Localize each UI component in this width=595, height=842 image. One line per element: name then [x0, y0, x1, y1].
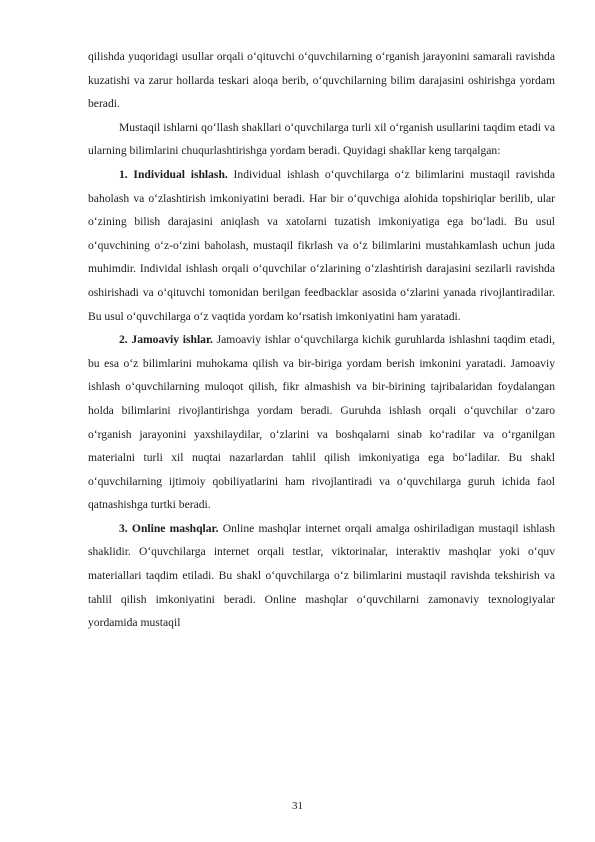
paragraph-text: qilishda yuqoridagi usullar orqali o‘qituvchi o‘quvchilarning o‘rganish jarayonini samarali ravishda kuzatishi va zarur hollarda teskari aloqa berib, o‘quvchilarning bilim darajasini oshirishga yordam beradi.: [88, 50, 555, 111]
paragraph-individual-work: [88, 163, 555, 328]
page-number: 31: [292, 800, 303, 812]
paragraph-team-work: [88, 328, 555, 517]
paragraph-continuation: [88, 45, 555, 116]
paragraph-heading: 1. Individual ishlash.: [119, 167, 228, 181]
paragraph-forms-intro: [88, 116, 555, 163]
page-body: [88, 45, 555, 635]
paragraph-heading: 2. Jamoaviy ishlar.: [119, 333, 213, 347]
paragraph-text: Jamoaviy ishlar o‘quvchilarga kichik guruhlarda ishlashni taqdim etadi, bu esa o‘z bilimlarini muhokama qilish va bir-biriga yordam berish imkonini yaratadi. Jamoaviy ishlash o‘quvchilarning muloqot qilish, fikr almashish va bir-birining tajribalaridan foydalangan holda bilimlarini rivojlantirishga yordam beradi. Guruhda ishlash orqali o‘quvchilar o‘zaro o‘rganish jarayonini yaxshilaydilar, o‘zlarini va boshqalarni sinab ko‘radilar va o‘rganilgan materialni turli xil nuqtai nazarlardan tahlil qilish imkoniyatiga ega bo‘ladilar. Bu shakl o‘quvchilarning ijtimoiy qobiliyatlarini ham rivojlantiradi va o‘quvchilarga guruh ichida faol qatnashishga turtki beradi.: [88, 333, 555, 512]
paragraph-text: Individual ishlash o‘quvchilarga o‘z bilimlarini mustaqil ravishda baholash va o‘zlashtirish imkoniyatini beradi. Har bir o‘quvchiga alohida topshiriqlar berilib, ular o‘zining bilish darajasini aniqlash va xatolarni tuzatish imkoniyatiga ega bo‘ladi. Bu usul o‘quvchining o‘z-o‘zini baholash, mustaqil fikrlash va o‘z bilimlarini mustahkamlash uchun juda muhimdir. Individal ishlash orqali o‘quvchilar o‘zlarining o‘zlashtirish darajasini sezilarli ravishda oshirishadi va o‘qituvchi tomonidan berilgan feedbacklar asosida o‘zlarini yanada rivojlantiradilar. Bu usul o‘quvchilarga o‘z vaqtida yordam ko‘rsatish imkoniyatini ham yaratadi.: [88, 167, 555, 323]
paragraph-text: Mustaqil ishlarni qo‘llash shakllari o‘quvchilarga turli xil o‘rganish usullarini taqdim etadi va ularning bilimlarini chuqurlashtirishga yordam beradi. Quyidagi shakllar keng tarqalgan:: [88, 120, 555, 158]
paragraph-heading: 3. Online mashqlar.: [119, 521, 219, 535]
paragraph-online-exercises: [88, 517, 555, 635]
paragraph-text: Online mashqlar internet orqali amalga oshiriladigan mustaqil ishlash shaklidir. O‘quvchilarga internet orqali testlar, viktorinalar, interaktiv mashqlar yoki o‘quv materiallari taqdim etiladi. Bu shakl o‘quvchilarga o‘z bilimlarini mustaqil ravishda tekshirish va tahlil qilish imkoniyatini beradi. Online mashqlar o‘quvchilarni zamonaviy texnologiyalar yordamida mustaqil: [88, 521, 555, 630]
